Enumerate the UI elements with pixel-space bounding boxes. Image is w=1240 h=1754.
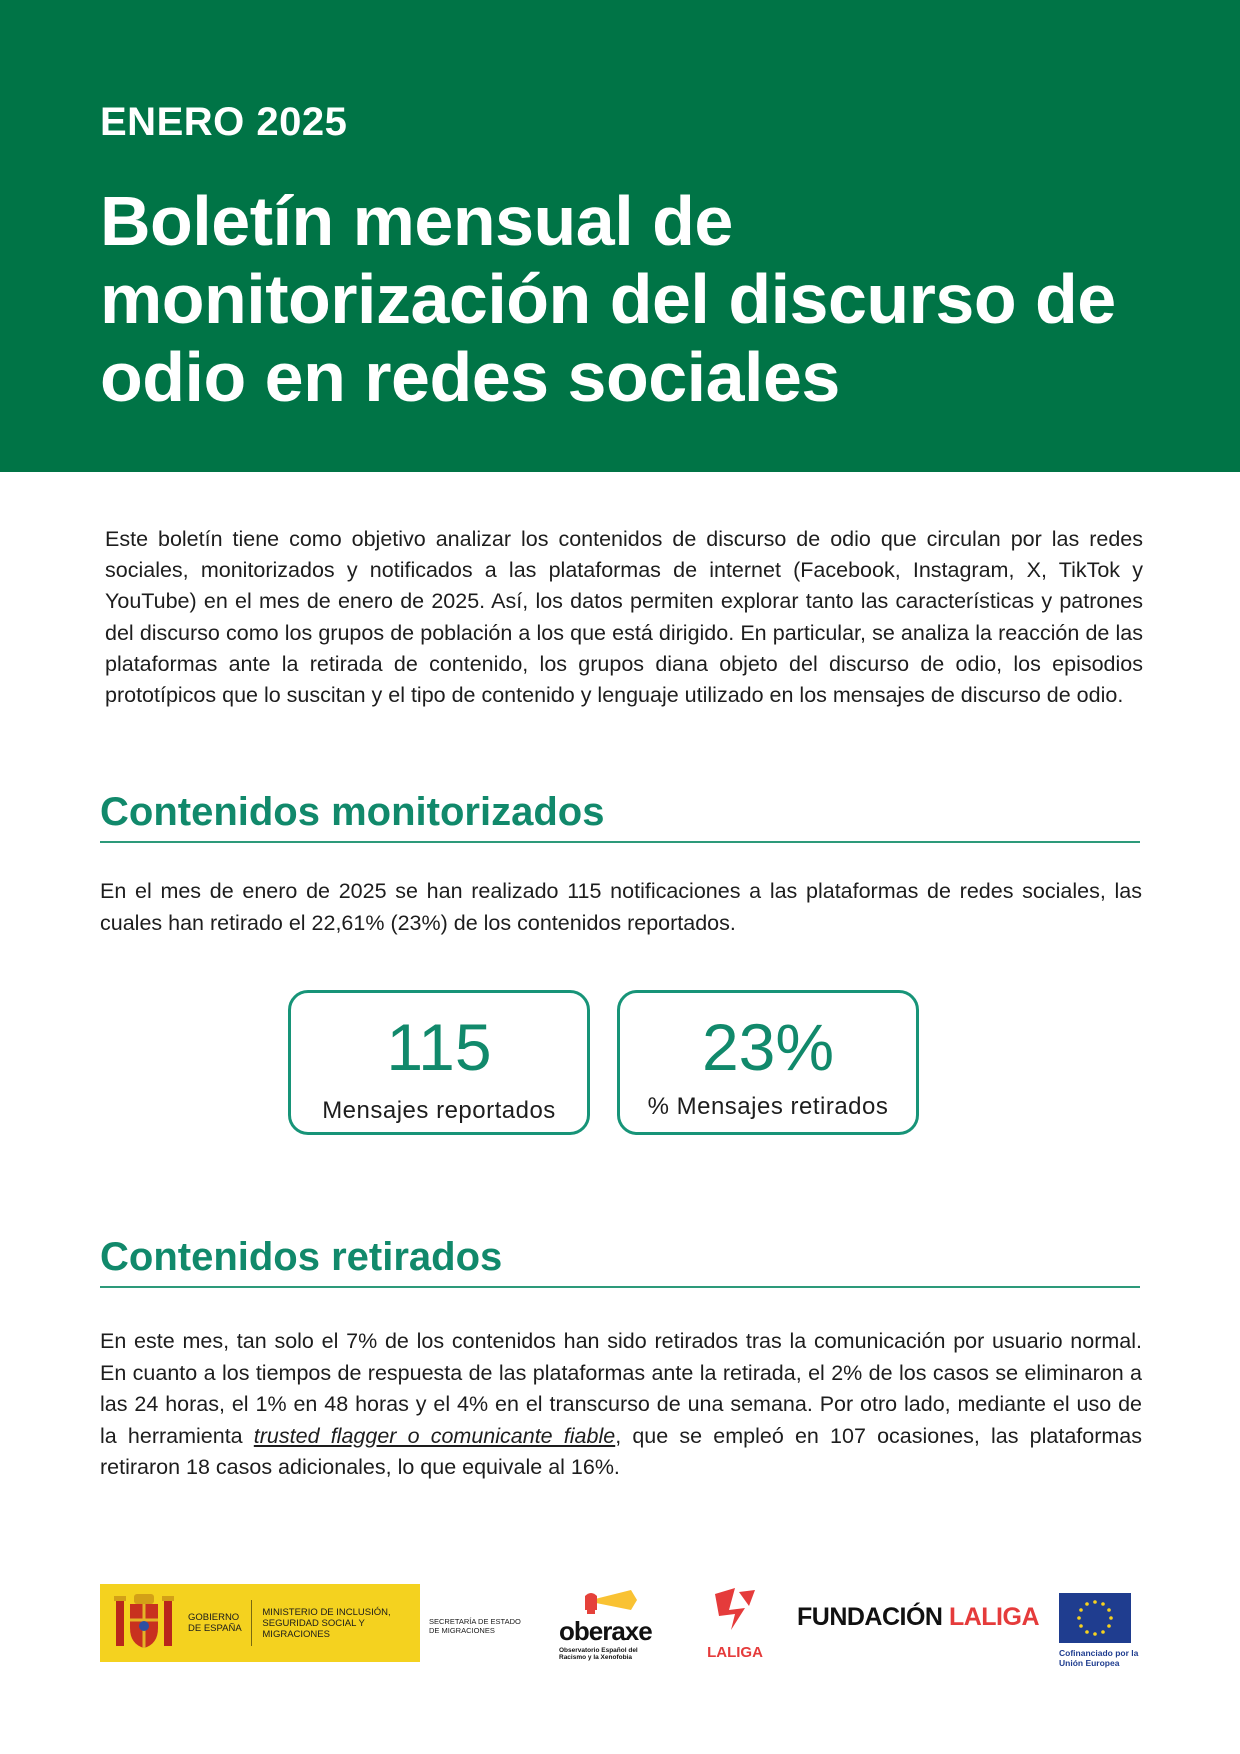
ministry-label: MINISTERIO DE INCLUSIÓN, SEGURIDAD SOCIAL Y MIGRACIONES [262, 1606, 391, 1640]
header-banner [0, 0, 1240, 472]
eu-caption: Cofinanciado por la Unión Europea [1059, 1648, 1139, 1668]
kpi-label: % Mensajes retirados [647, 1093, 889, 1120]
laliga-word: LALIGA [948, 1603, 1039, 1631]
kpi-value: 23% [701, 1010, 835, 1084]
text-before-link: En este mes, tan solo el 7% de los contenidos han sido retirados tras la comunicación por usuario normal. En cuanto a los tiempos de respuesta de las plataformas ante la retirada, el 2% de los casos se eliminaron a las 24 horas, el 1% en 48 horas y el 4% en el transcurso de una semana. Por otro lado, mediante el uso de la herramienta [100, 1329, 1142, 1448]
section-title-retirados: Contenidos retirados [100, 1235, 1140, 1288]
oberaxe-logo [555, 1586, 665, 1664]
kpi-label: Mensajes reportados [322, 1097, 556, 1124]
text-after-link: , que se empleó en 107 ocasiones, las plataformas retiraron 18 casos adicionales, lo que equivale al 16%. [100, 1423, 1142, 1479]
secretaria-label: SECRETARÍA DE ESTADO DE MIGRACIONES [429, 1617, 521, 1635]
divider [251, 1600, 252, 1646]
laliga-logo [700, 1584, 770, 1664]
coat-of-arms-icon [112, 1590, 176, 1656]
laliga-wordmark: LALIGA [707, 1644, 763, 1661]
fundacion-laliga-logo [797, 1603, 1039, 1632]
gobierno-label: GOBIERNO DE ESPAÑA [188, 1612, 242, 1634]
kpi-card-reportados [288, 990, 590, 1135]
oberaxe-beam-icon [555, 1586, 665, 1620]
fundacion-word: FUNDACIÓN [797, 1603, 943, 1631]
trusted-flagger-link[interactable]: trusted flagger o comunicante fiable [253, 1423, 616, 1448]
bulletin-month: ENERO 2025 [100, 100, 348, 144]
laliga-emblem-icon [705, 1586, 765, 1642]
kpi-card-retirados [617, 990, 919, 1135]
section-text-retirados [100, 1326, 1142, 1484]
kpi-value: 115 [386, 1010, 492, 1084]
eu-cofinanced-logo [1059, 1593, 1139, 1669]
section-title-monitorizados: Contenidos monitorizados [100, 790, 1140, 843]
eu-flag-icon [1059, 1593, 1131, 1643]
intro-paragraph: Este boletín tiene como objetivo analizar los contenidos de discurso de odio que circulan por las redes sociales, monitorizados y notificados a las plataformas de internet (Facebook, Instagram, X, TikTok y YouTube) en el mes de enero de 2025. Así, los datos permiten explorar tanto las características y patrones del discurso como los grupos de población a los que está dirigido. En particular, se analiza la reacción de las plataformas ante la retirada de contenido, los grupos diana objeto del discurso de odio, los episodios prototípicos que lo suscitan y el tipo de contenido y lenguaje utilizado en los mensajes de discurso de odio. [105, 527, 1143, 708]
section-text-monitorizados: En el mes de enero de 2025 se han realizado 115 notificaciones a las plataformas de redes sociales, las cuales han retirado el 22,61% (23%) de los contenidos reportados. [100, 879, 1142, 935]
oberaxe-wordmark: oberaxe [559, 1616, 652, 1646]
oberaxe-subtitle: Observatorio Español del Racismo y la Xenofobia [559, 1647, 638, 1661]
bulletin-title: Boletín mensual de monitorización del discurso de odio en redes sociales [100, 182, 1116, 416]
gobierno-espana-logo [100, 1584, 420, 1662]
